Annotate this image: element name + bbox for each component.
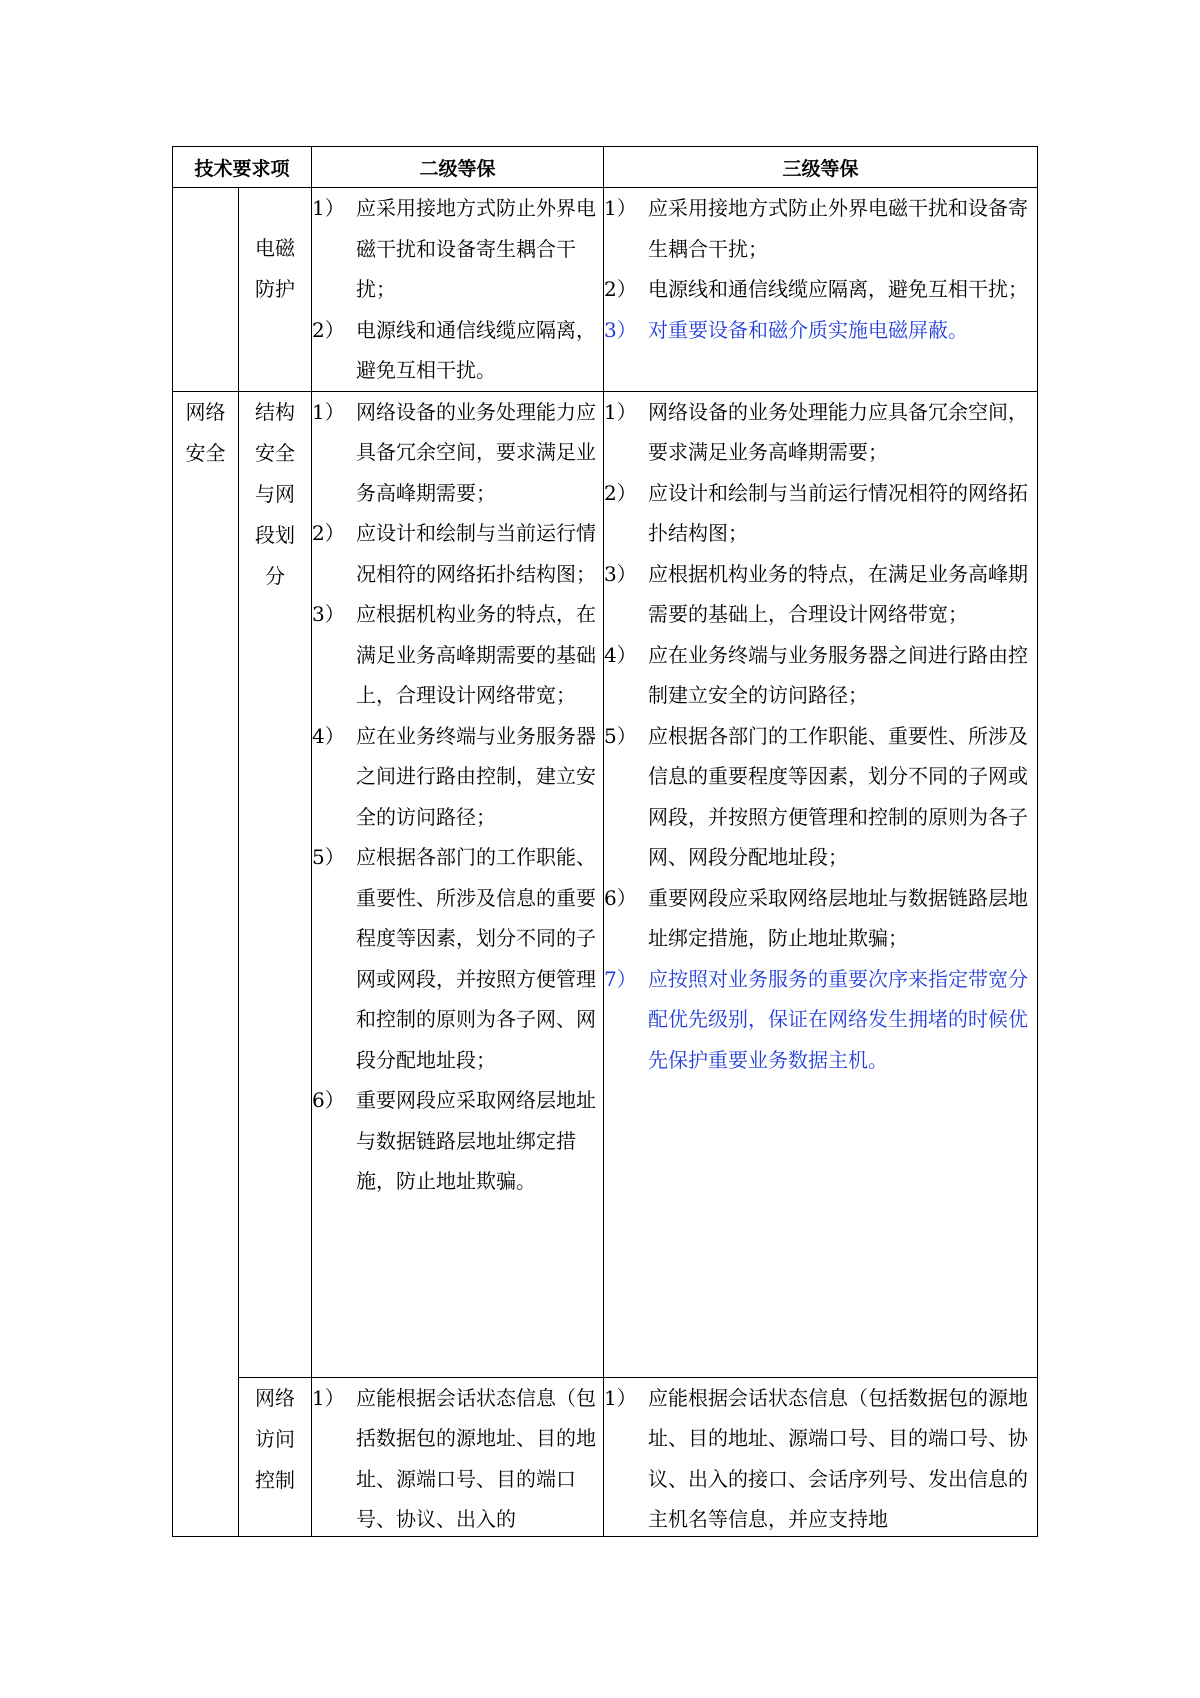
level2-cell bbox=[312, 188, 604, 392]
list-item: 5） 应根据各部门的工作职能、重要性、所涉及信息的重要程度等因素，划分不同的子网或网段，并按照方便管理和控制的原则为各子网、网段分配地址段； bbox=[604, 723, 1029, 869]
list-item: 3） 应根据机构业务的特点，在满足业务高峰期需要的基础上，合理设计网络带宽； bbox=[604, 561, 1029, 626]
level3-list bbox=[604, 188, 1037, 350]
level3-list bbox=[604, 392, 1037, 1081]
subcategory-cell: 结构安全与网段划分 bbox=[239, 391, 312, 1377]
list-item: 2） 电源线和通信线缆应隔离，避免互相干扰。 bbox=[312, 317, 597, 382]
level3-cell bbox=[604, 1377, 1038, 1536]
level2-cell bbox=[312, 391, 604, 1377]
level2-list bbox=[312, 392, 603, 1202]
subcategory-cell: 电磁防护 bbox=[239, 188, 312, 392]
list-item: 1） 应采用接地方式防止外界电磁干扰和设备寄生耦合干扰； bbox=[604, 196, 1029, 261]
list-item: 2） 应设计和绘制与当前运行情况相符的网络拓扑结构图； bbox=[604, 480, 1029, 545]
list-item: 5） 应根据各部门的工作职能、重要性、所涉及信息的重要程度等因素，划分不同的子网或网段，并按照方便管理和控制的原则为各子网、网段分配地址段； bbox=[312, 845, 597, 1072]
level3-cell bbox=[604, 391, 1038, 1377]
table-row bbox=[173, 391, 1038, 1377]
list-item: 4） 应在业务终端与业务服务器之间进行路由控制，建立安全的访问路径； bbox=[312, 723, 597, 829]
list-item: 4） 应在业务终端与业务服务器之间进行路由控制建立安全的访问路径； bbox=[604, 642, 1029, 707]
level2-list bbox=[312, 188, 603, 391]
level3-cell bbox=[604, 188, 1038, 392]
category-cell: 网络安全 bbox=[173, 391, 239, 1536]
header-level3: 三级等保 bbox=[604, 147, 1038, 188]
category-cell bbox=[173, 188, 239, 392]
list-item: 1） 应能根据会话状态信息（包括数据包的源地址、目的地址、源端口号、目的端口号、协议、出入的 bbox=[312, 1385, 597, 1531]
list-item: 1） 应能根据会话状态信息（包括数据包的源地址、目的地址、源端口号、目的端口号、协议、出入的接口、会话序列号、发出信息的主机名等信息，并应支持地 bbox=[604, 1385, 1029, 1531]
list-item-new-requirement: 3） 对重要设备和磁介质实施电磁屏蔽。 bbox=[604, 317, 969, 342]
table-row bbox=[173, 188, 1038, 392]
list-item: 6） 重要网段应采取网络层地址与数据链路层地址绑定措施，防止地址欺骗。 bbox=[312, 1088, 597, 1193]
level3-list bbox=[604, 1378, 1037, 1534]
list-item-new-requirement: 7） 应按照对业务服务的重要次序来指定带宽分配优先级别，保证在网络发生拥堵的时候优先保护重要业务数据主机。 bbox=[604, 966, 1029, 1072]
list-item: 2） 应设计和绘制与当前运行情况相符的网络拓扑结构图； bbox=[312, 521, 597, 586]
header-level2: 二级等保 bbox=[312, 147, 604, 188]
list-item: 1） 网络设备的业务处理能力应具备冗余空间，要求满足业务高峰期需要； bbox=[312, 399, 597, 505]
level2-list bbox=[312, 1378, 603, 1534]
list-item: 2） 电源线和通信线缆应隔离，避免互相干扰； bbox=[604, 277, 1029, 301]
list-item: 1） 网络设备的业务处理能力应具备冗余空间，要求满足业务高峰期需要； bbox=[604, 399, 1029, 464]
list-item: 6） 重要网段应采取网络层地址与数据链路层地址绑定措施，防止地址欺骗； bbox=[604, 885, 1029, 950]
list-item: 1） 应采用接地方式防止外界电磁干扰和设备寄生耦合干扰； bbox=[312, 196, 597, 301]
level2-cell bbox=[312, 1377, 604, 1536]
table-row bbox=[173, 1377, 1038, 1536]
list-item: 3） 应根据机构业务的特点，在满足业务高峰期需要的基础上，合理设计网络带宽； bbox=[312, 602, 597, 707]
requirements-table bbox=[172, 146, 1038, 1537]
subcategory-cell: 网络访问控制 bbox=[239, 1377, 312, 1536]
header-item: 技术要求项 bbox=[173, 147, 312, 188]
table-header-row bbox=[173, 147, 1038, 188]
